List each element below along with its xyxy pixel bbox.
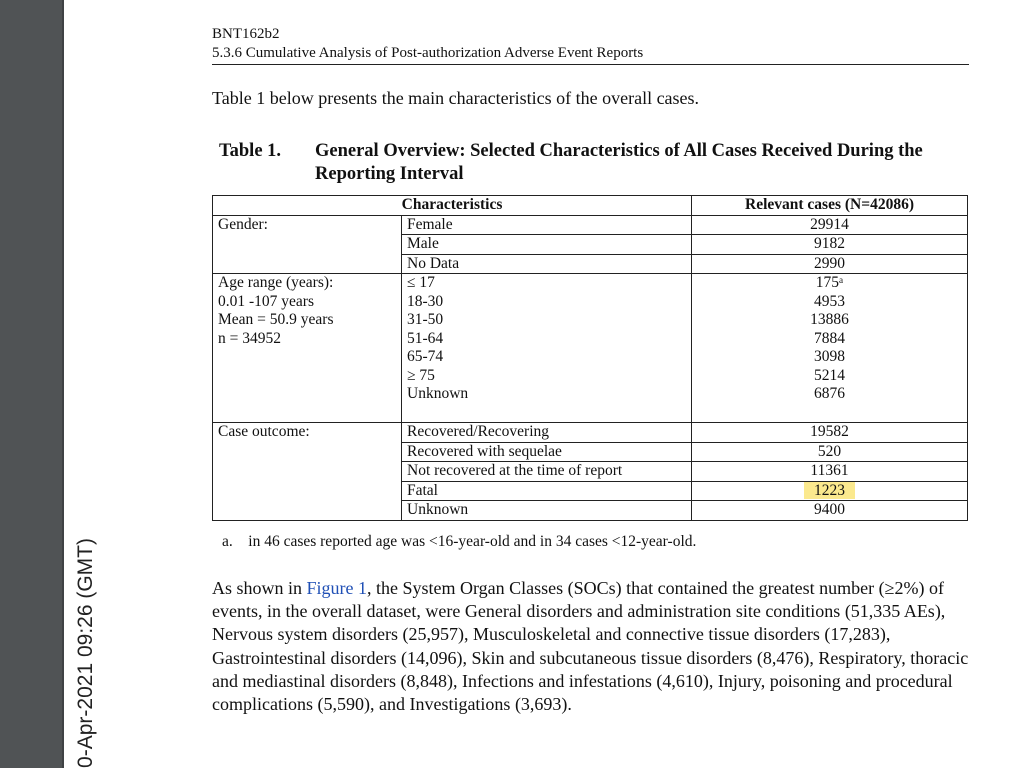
page-header	[212, 25, 643, 63]
age-label	[213, 274, 402, 423]
viewer-sidebar	[0, 0, 64, 768]
header-rule	[212, 64, 969, 65]
count-cell: 2990	[692, 254, 968, 274]
count-cell: 29914	[692, 215, 968, 235]
gender-label: Gender:	[213, 215, 402, 274]
figure-link[interactable]: Figure 1	[306, 578, 368, 598]
count-cell: 13886	[692, 311, 968, 330]
count-cell: 11361	[692, 462, 968, 482]
category-cell: 18-30	[402, 293, 692, 312]
label-line: Mean = 50.9 years	[218, 311, 334, 328]
highlighted-value: 1223	[804, 482, 855, 499]
category-cell: ≤ 17	[402, 274, 692, 293]
category-cell: Unknown	[402, 385, 692, 404]
count-cell: 520	[692, 442, 968, 462]
count-cell: 4953	[692, 293, 968, 312]
table-title: General Overview: Selected Characteristics of All Cases Received During the Reporting Interval	[315, 141, 923, 184]
category-cell: Unknown	[402, 501, 692, 521]
outcome-label: Case outcome:	[213, 423, 402, 521]
count-cell: 9182	[692, 235, 968, 255]
table-label: Table 1.	[219, 141, 282, 161]
count-cell: 19582	[692, 423, 968, 443]
category-cell: 31-50	[402, 311, 692, 330]
category-cell: Male	[402, 235, 692, 255]
category-cell: 51-64	[402, 330, 692, 349]
section-title: 5.3.6 Cumulative Analysis of Post-authorization Adverse Event Reports	[212, 45, 644, 61]
count-cell: 175ᵃ	[692, 274, 968, 293]
table-row	[213, 274, 968, 293]
overview-table	[212, 195, 968, 521]
count-cell	[692, 481, 968, 501]
label-line: Age range (years):	[218, 274, 334, 291]
intro-text: Table 1 below presents the main characteristics of the overall cases.	[212, 88, 700, 108]
table-row	[213, 215, 968, 235]
category-cell: Female	[402, 215, 692, 235]
footnote: a. in 46 cases reported age was <16-year-old and in 34 cases <12-year-old.	[222, 533, 697, 550]
count-cell: 6876	[692, 385, 968, 404]
category-cell: Recovered/Recovering	[402, 423, 692, 443]
count-cell: 5214	[692, 367, 968, 386]
col-header: Relevant cases (N=42086)	[692, 196, 968, 216]
count-cell: 9400	[692, 501, 968, 521]
category-cell: Not recovered at the time of report	[402, 462, 692, 482]
count-cell: 3098	[692, 348, 968, 367]
category-cell: ≥ 75	[402, 367, 692, 386]
col-header: Characteristics	[213, 196, 692, 216]
category-cell: Fatal	[402, 481, 692, 501]
category-cell: 65-74	[402, 348, 692, 367]
date-stamp: 0-Apr-2021 09:26 (GMT)	[74, 538, 97, 768]
table-row	[213, 423, 968, 443]
category-cell: No Data	[402, 254, 692, 274]
body-paragraph: As shown in Figure 1, the System Organ Classes (SOCs) that contained the greatest number (≥2%) of events, in the overall dataset, were General disorders and administration site conditions (51,335 AEs), Nervous system disorders (25,957), Musculoskeletal and connective tissue disorders (17,283), Gastrointestinal disorders (14,096), Skin and subcutaneous tissue disorders (8,476), Respiratory, thoracic and mediastinal disorders (8,848), Infections and infestations (4,610), Injury, poisoning and procedural complications (5,590), and Investigations (3,693).	[212, 578, 969, 715]
count-cell: 7884	[692, 330, 968, 349]
label-line: 0.01 -107 years	[218, 292, 314, 310]
label-line: n = 34952	[218, 329, 281, 347]
doc-name: BNT162b2	[212, 26, 280, 42]
category-cell: Recovered with sequelae	[402, 442, 692, 462]
